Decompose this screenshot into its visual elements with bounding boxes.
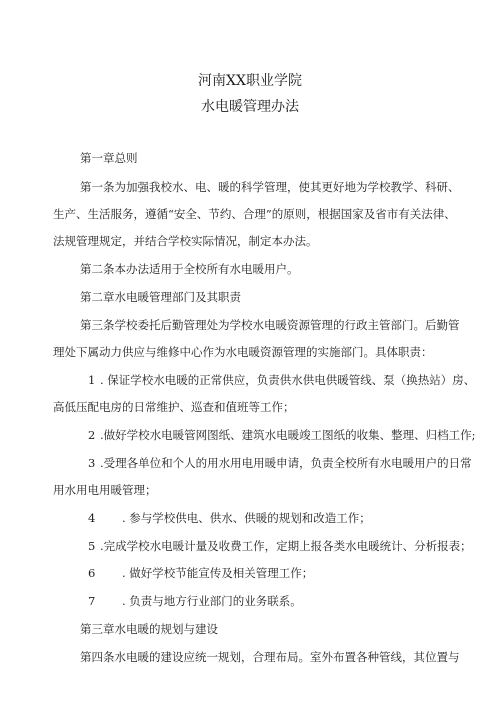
article2: 第二条本办法适用于全校所有水电暖用户。 [80,262,299,276]
article1-line2: 生产、生活服务，遵循“安全、节约、合理”的原则，根据国家及省市有关法律、 [53,207,456,221]
list-item-number: 5 [88,539,96,553]
document-title: 河南XX职业学院 [198,73,302,89]
list-item-number: 4 [88,511,96,525]
list-item-text: . 做好学校节能宣传及相关管理工作； [122,566,314,580]
document-subtitle: 水电暖管理办法 [201,99,299,115]
list-item-text: . 参与学校供电、供水、供暖的规划和改造工作； [122,511,371,525]
article1-line3: 法规管理规定，并结合学校实际情况，制定本办法。 [53,234,318,248]
article3-line2: 理处下属动力供应与维修中心作为水电暖资源管理的实施部门。具体职责： [53,345,433,359]
article4-line1: 第四条水电暖的建设应统一规划，合理布局。室外布置各种管线，其位置与 [80,650,460,664]
chapter3-heading: 第三章水电暖的规划与建设 [80,622,218,636]
list-item-text-continued: 高低压配电房的日常维护、巡查和值班等工作； [53,400,295,414]
list-item-text: .受理各单位和个人的用水用电用暖申请，负责全校所有水电暖用户的日常 [100,456,472,470]
chapter1-heading: 第一章总则 [80,151,138,165]
chapter2-heading: 第二章水电暖管理部门及其职责 [80,290,241,304]
list-item-text: .做好学校水电暖管网图纸、建筑水电暖竣工图纸的收集、整理、归档工作; [100,428,476,442]
list-item-text: .完成学校水电暖计量及收费工作，定期上报各类水电暖统计、分析报表； [100,539,472,553]
list-item-text: . 负责与地方行业部门的业务联系。 [122,594,302,608]
list-item-text: . 保证学校水电暖的正常供应，负责供水供电供暖管线、泵（换热站）房、 [100,373,476,387]
list-item-text-continued: 用水用电用暖管理； [53,483,157,497]
article1-line1: 第一条为加强我校水、电、暖的科学管理，使其更好地为学校教学、科研、 [80,180,460,194]
list-item-number: 6 [88,566,96,580]
list-item-number: 3 [88,456,96,470]
article3-line1: 第三条学校委托后勤管理处为学校水电暖资源管理的行政主管部门。后勤管 [80,318,460,332]
list-item-number: 2 [88,428,96,442]
list-item-number: 1 [88,373,96,387]
list-item-number: 7 [88,594,96,608]
